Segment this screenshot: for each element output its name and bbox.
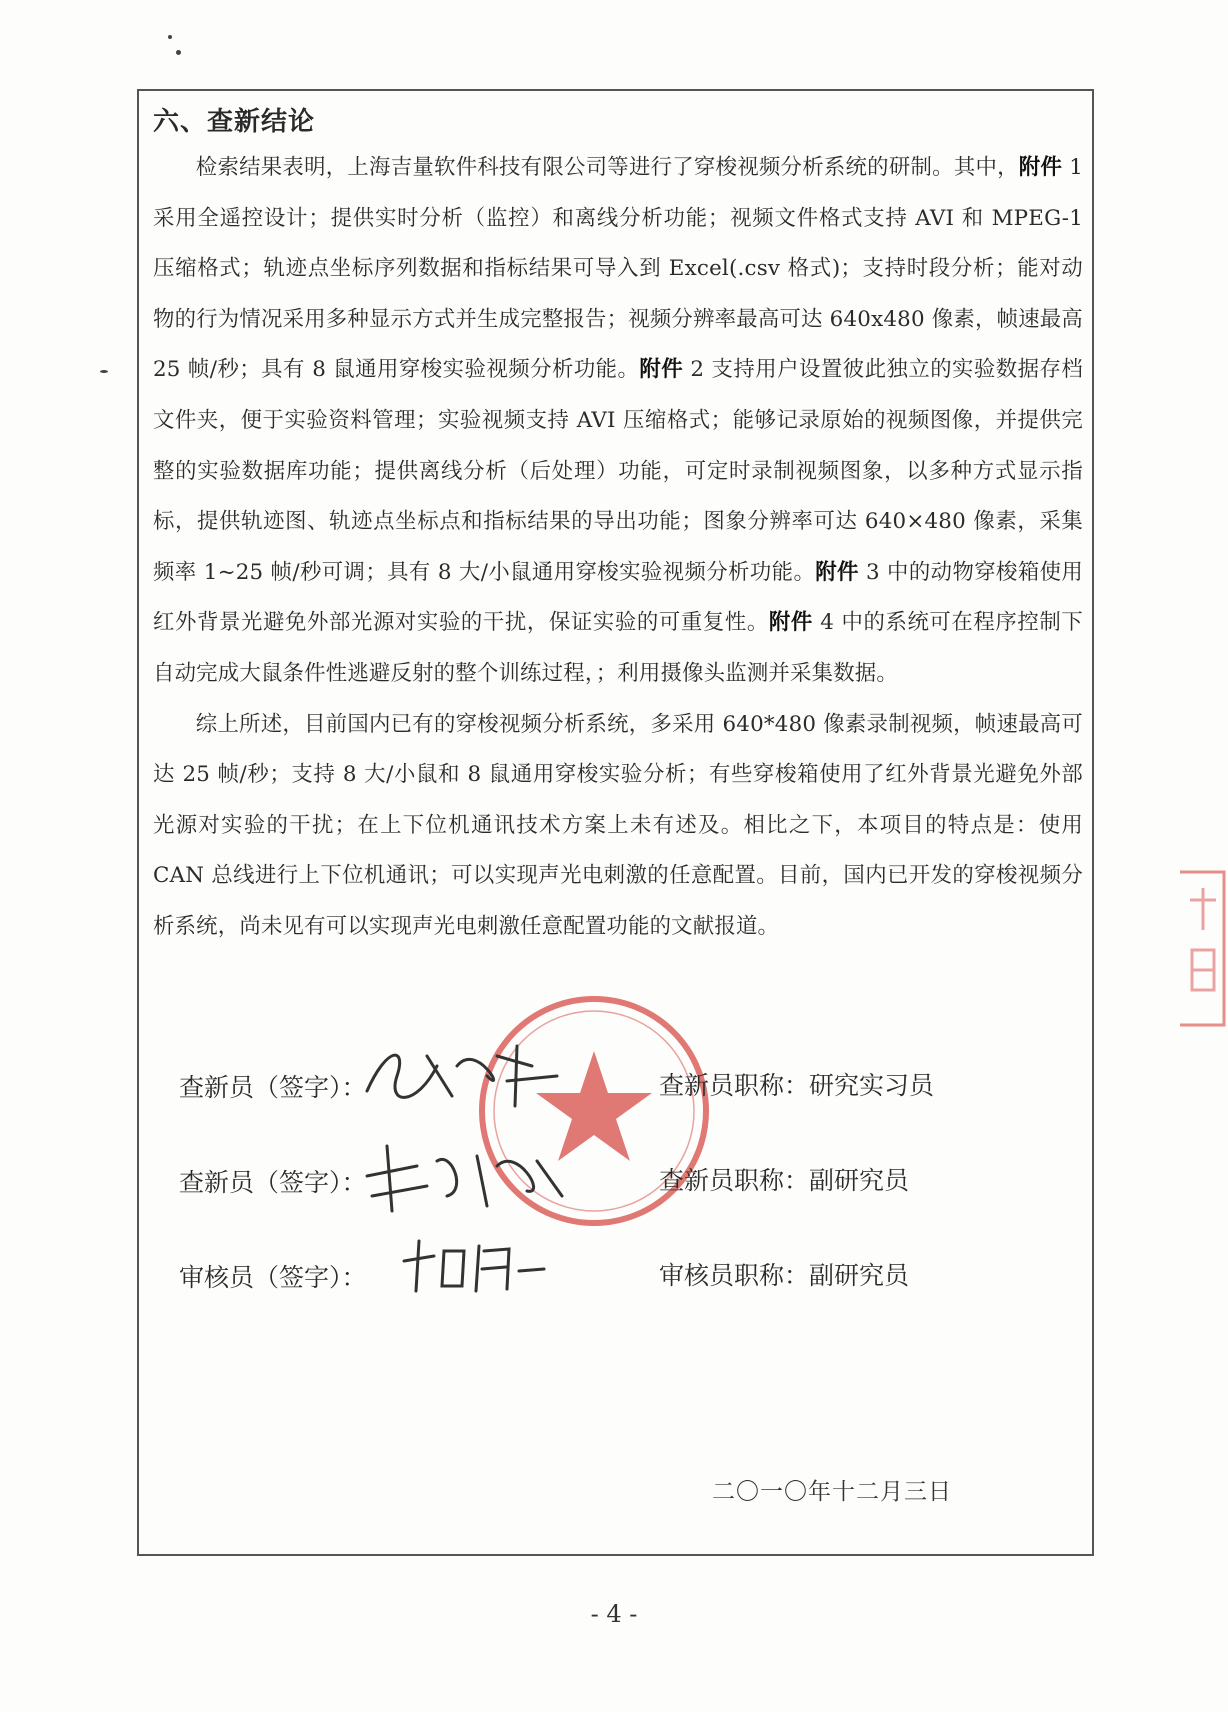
signer-label: 审核员（签字）： bbox=[179, 1263, 367, 1292]
role-1 bbox=[659, 1066, 934, 1102]
role-label: 查新员职称： bbox=[659, 1166, 810, 1195]
conclusion-box bbox=[137, 89, 1094, 1556]
attachment-label: 附件 bbox=[815, 559, 859, 585]
margin-stamp bbox=[1176, 870, 1228, 1030]
handwritten-signature-1 bbox=[357, 1036, 567, 1116]
report-date: 二〇一〇年十二月三日 bbox=[712, 1479, 952, 1505]
scan-speck bbox=[176, 50, 181, 55]
role-label: 审核员职称： bbox=[659, 1261, 810, 1290]
role-label: 查新员职称： bbox=[659, 1071, 810, 1100]
conclusion-body bbox=[153, 143, 1083, 953]
text-run: 检索结果表明，上海吉量软件科技有限公司等进行了穿梭视频分析系统的研制。其中， bbox=[195, 155, 1019, 180]
section-title: 六、查新结论 bbox=[153, 107, 316, 137]
text-run: 3 中的动物穿梭箱使用红外背景光避免外部光源对实验的干扰，保证实验的可重复性。 bbox=[153, 559, 1083, 636]
attachment-label: 附件 bbox=[1018, 155, 1063, 180]
text-run: 1 采用全遥控设计；提供实时分析（监控）和离线分析功能；视频文件格式支持 AVI 和 MPEG-1 压缩格式；轨迹点坐标序列数据和指标结果可导入到 Excel(.csv 格式)；支持时段分析；能对动物的行为情况采用多种显示方式并生成完整报告；视频分辨率最高可达 640x480 像素，帧速最高 25 帧/秒；具有 8 鼠通用穿梭实验视频分析功能。 bbox=[153, 155, 1084, 383]
role-value: 研究实习员 bbox=[809, 1071, 935, 1100]
signer-label: 查新员（签字）： bbox=[179, 1168, 367, 1197]
handwritten-signature-2 bbox=[357, 1136, 577, 1216]
scan-speck bbox=[100, 370, 108, 373]
role-3 bbox=[659, 1256, 909, 1292]
paragraph-2: 综上所述，目前国内已有的穿梭视频分析系统，多采用 640*480 像素录制视频，帧速最高可达 25 帧/秒；支持 8 大/小鼠和 8 鼠通用穿梭实验分析；有些穿梭箱使用了红外背景光避免外部光源对实验的干扰；在上下位机通讯技术方案上未有述及。相比之下，本项目的特点是：使用 CAN 总线进行上下位机通讯；可以实现声光电刺激的任意配置。目前，国内已开发的穿梭视频分析系统，尚未见有可以实现声光电刺激任意配置功能的文献报道。 bbox=[153, 711, 1083, 939]
signer-label: 查新员（签字）： bbox=[179, 1073, 367, 1102]
signature-row-3 bbox=[179, 1246, 367, 1306]
text-run: 2 支持用户设置彼此独立的实验数据存档文件夹，便于实验资料管理；实验视频支持 AVI 压缩格式；能够记录原始的视频图像，并提供完整的实验数据库功能；提供离线分析（后处理）功能，可定时录制视频图象，以多种方式显示指标，提供轨迹图、轨迹点坐标点和指标结果的导出功能；图象分辨率可达 640×480 像素，采集频率 1~25 帧/秒可调；具有 8 大/小鼠通用穿梭实验视频分析功能。 bbox=[153, 357, 1083, 585]
signature-row-2 bbox=[179, 1151, 367, 1211]
text-run: 4 中的系统可在程序控制下自动完成大鼠条件性逃避反射的整个训练过程，；利用摄像头监测并采集数据。 bbox=[153, 610, 1083, 686]
handwritten-signature-3 bbox=[394, 1231, 554, 1301]
page-number: - 4 - bbox=[590, 1600, 638, 1628]
role-value: 副研究员 bbox=[809, 1261, 910, 1290]
role-value: 副研究员 bbox=[809, 1166, 910, 1195]
role-2 bbox=[659, 1161, 909, 1197]
paragraph-1 bbox=[153, 143, 1083, 700]
attachment-label: 附件 bbox=[639, 357, 684, 383]
scan-speck bbox=[168, 35, 172, 39]
attachment-label: 附件 bbox=[768, 610, 813, 636]
signature-row-1 bbox=[179, 1056, 367, 1116]
